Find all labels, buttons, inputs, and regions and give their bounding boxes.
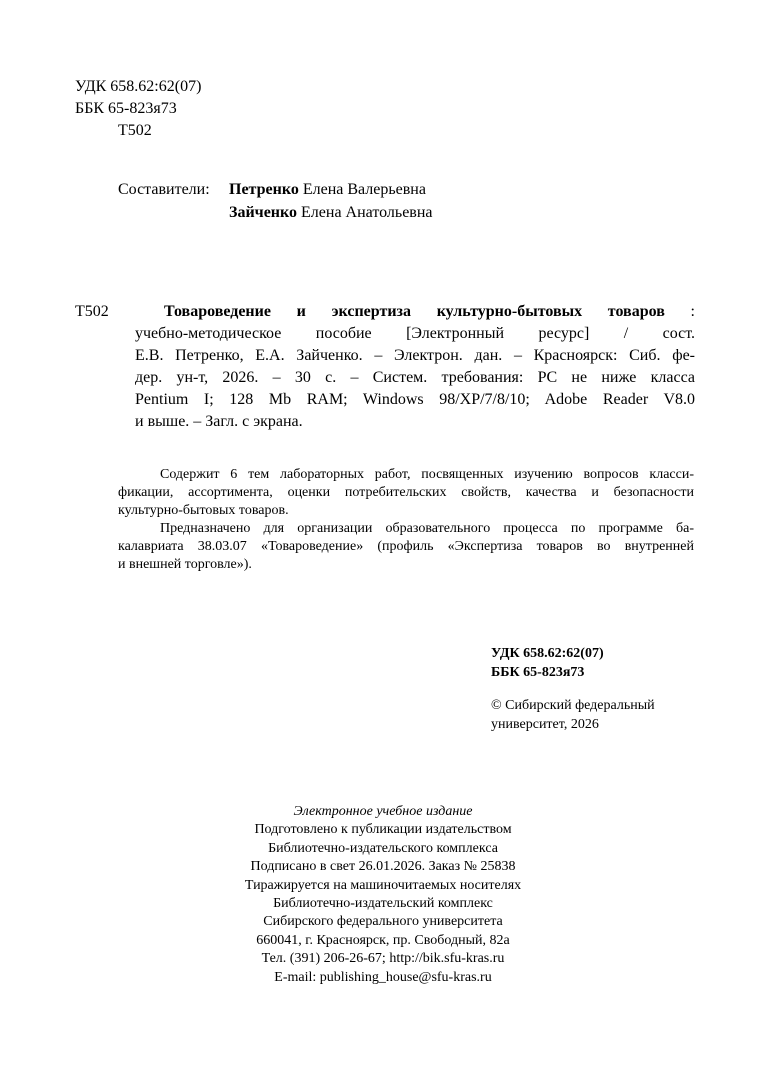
- index-bbk: ББК 65-823я73: [491, 665, 585, 680]
- abstract-line: калавриата 38.03.07 «Товароведение» (профиль «Экспертиза товаров во внутренней: [118, 539, 694, 554]
- compiler-2-given: Елена Анатольевна: [297, 204, 433, 221]
- biblio-line: Е.В. Петренко, Е.А. Зайченко. – Электрон. дан. – Красноярск: Сиб. фе-: [135, 347, 695, 364]
- title-suffix: :: [664, 303, 695, 320]
- imprint-line: E-mail: publishing_house@sfu-kras.ru: [274, 969, 492, 985]
- index-block: [491, 644, 604, 682]
- abstract-line: Предназначено для организации образовательного процесса по программе ба-: [160, 521, 694, 536]
- imprint-line: Подписано в свет 26.01.2026. Заказ № 25838: [250, 859, 516, 875]
- imprint-line: Библиотечно-издательский комплекс: [273, 896, 493, 912]
- index-udk: УДК 658.62:62(07): [491, 646, 604, 661]
- copyright-line: университет, 2026: [491, 717, 599, 732]
- abstract: [118, 466, 694, 574]
- biblio-line: и выше. – Загл. с экрана.: [135, 413, 303, 430]
- copyright-notice: [491, 696, 655, 734]
- imprint-line: Тел. (391) 206-26-67; http://bik.sfu-kras.ru: [261, 951, 505, 967]
- udk-code: УДК 658.62:62(07): [75, 78, 202, 95]
- imprint-line: Подготовлено к публикации издательством: [254, 822, 512, 838]
- edition-type: Электронное учебное издание: [293, 804, 473, 819]
- abstract-line: Содержит 6 тем лабораторных работ, посвященных изучению вопросов класси-: [160, 467, 694, 482]
- biblio-line: Pentium I; 128 Mb RAM; Windows 98/XP/7/8/10; Adobe Reader V8.0: [135, 391, 695, 408]
- compiler-1-given: Елена Валерьевна: [298, 181, 426, 198]
- abstract-line: и внешней торговле»).: [118, 557, 252, 572]
- imprint-line: Тиражируется на машиночитаемых носителях: [244, 877, 522, 893]
- copyright-line: © Сибирский федеральный: [491, 698, 655, 713]
- imprint-line: Сибирского федерального университета: [263, 914, 503, 930]
- imprint-block: [178, 803, 588, 987]
- compilers-label: Составители:: [118, 181, 210, 198]
- biblio-line: учебно-методическое пособие [Электронный ресурс] / сост.: [135, 325, 695, 342]
- bbk-code: ББК 65-823я73: [75, 100, 177, 117]
- compilers-block: [118, 178, 433, 224]
- abstract-line: фикации, ассортимента, оценки потребительских свойств, качества и безопасности: [118, 485, 694, 500]
- compiler-2-surname: Зайченко: [229, 204, 298, 221]
- compiler-1-surname: Петренко: [229, 181, 299, 198]
- biblio-line: дер. ун-т, 2026. – 30 с. – Систем. требования: PC не ниже класса: [135, 369, 695, 386]
- bibliographic-code: Т502: [75, 303, 109, 320]
- imprint-line: Библиотечно-издательского комплекса: [268, 840, 498, 856]
- bibliographic-record: [135, 301, 695, 433]
- abstract-line: культурно-бытовых товаров.: [118, 503, 289, 518]
- imprint-line: 660041, г. Красноярск, пр. Свободный, 82а: [256, 932, 510, 948]
- author-mark: Т502: [118, 122, 152, 139]
- book-title: Товароведение и экспертиза культурно-бытовых товаров: [164, 303, 665, 320]
- classification-block: [75, 76, 201, 142]
